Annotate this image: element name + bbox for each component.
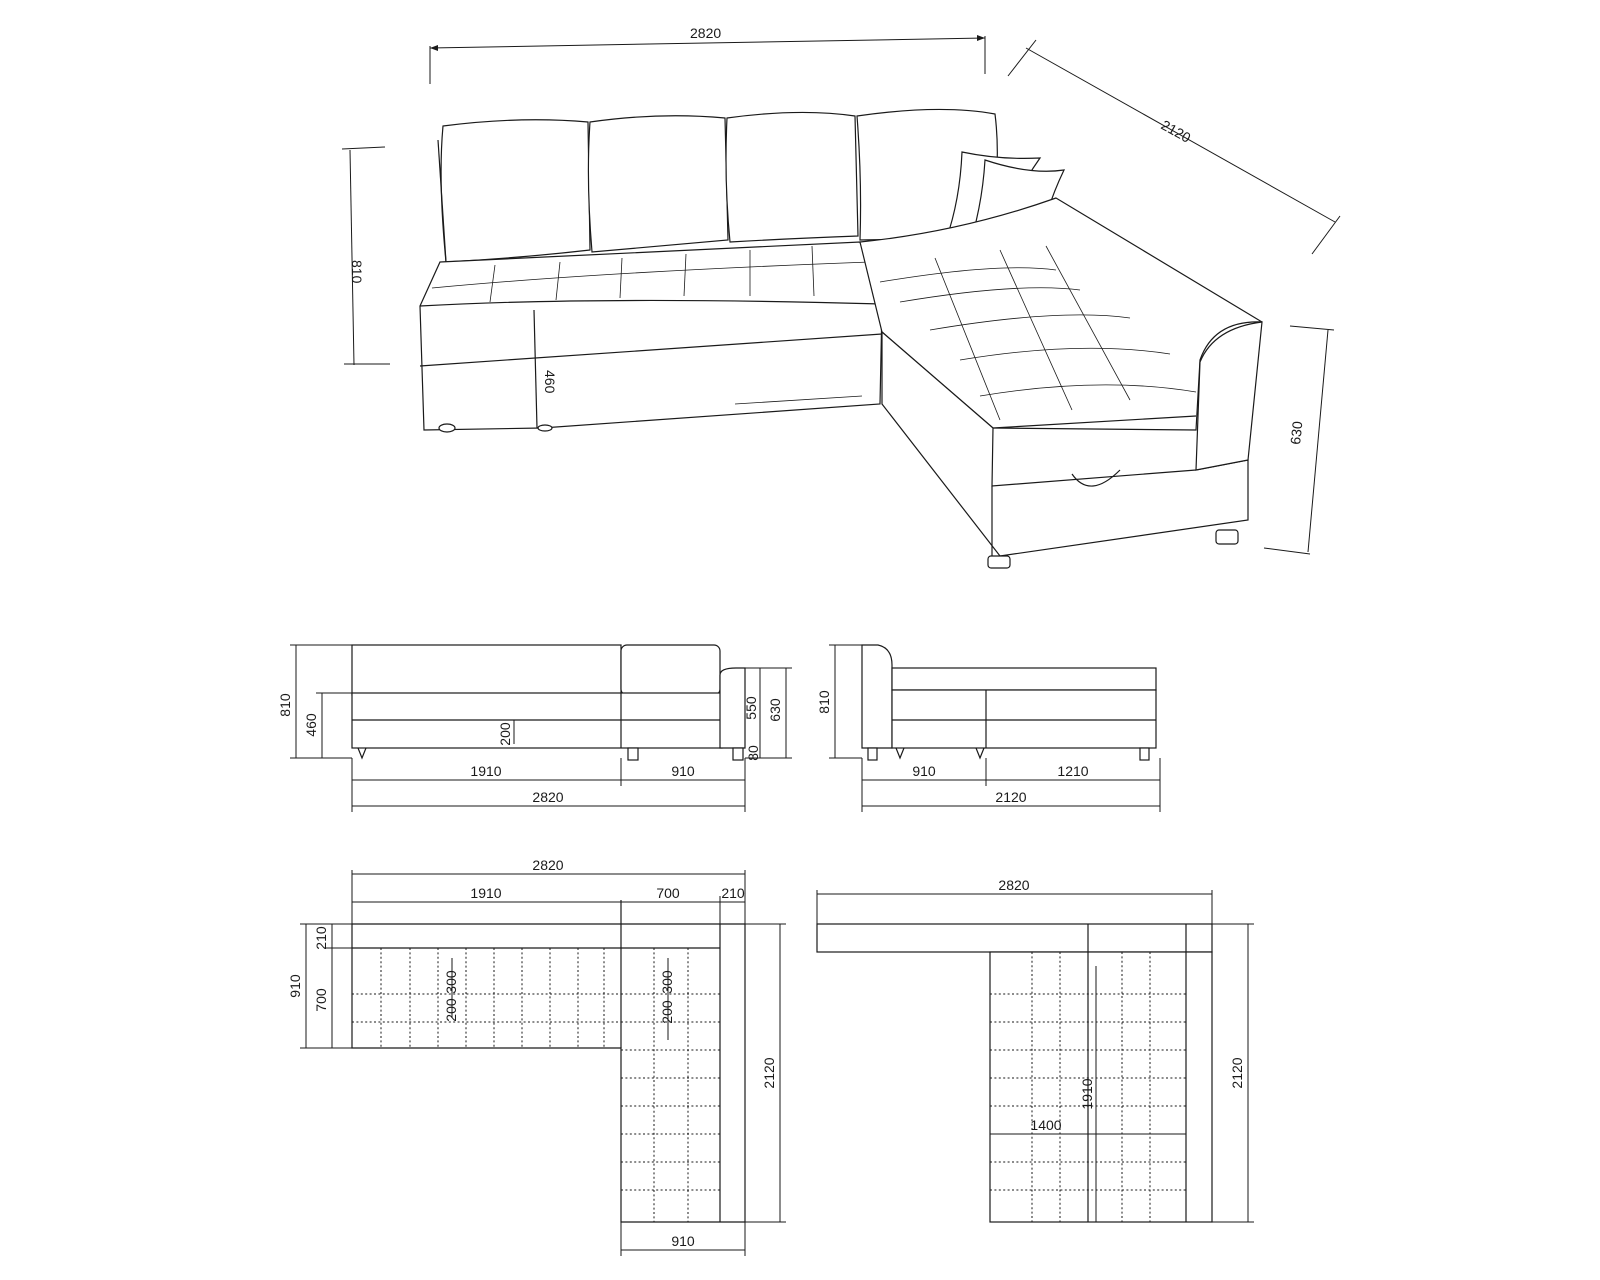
front-back-panel-1 [352, 645, 621, 695]
bed-mattress [990, 952, 1212, 1222]
top-dim-910-bottom: 910 [671, 1233, 695, 1249]
dim-label-height-810: 810 [349, 260, 365, 284]
dim-perspective-height [342, 147, 390, 365]
side-dim-1210: 1210 [1057, 763, 1089, 779]
top-dim-910: 910 [287, 974, 303, 998]
front-dim-630: 630 [767, 698, 783, 722]
top-dim-1910: 1910 [470, 885, 502, 901]
top-dim-300-left: 300 [443, 970, 459, 994]
back-cushion-1 [441, 120, 590, 262]
side-armrest [862, 645, 892, 748]
front-view [277, 645, 792, 812]
dim-perspective-height-right [1264, 326, 1334, 554]
front-dim-2820: 2820 [532, 789, 564, 805]
top-dim-2120: 2120 [761, 1057, 777, 1089]
top-dim-210: 210 [721, 885, 745, 901]
top-view [287, 857, 786, 1256]
front-dim-550: 550 [743, 696, 759, 720]
bed-dim-2120: 2120 [1229, 1057, 1245, 1089]
side-back [892, 668, 1156, 690]
bed-dim-1400: 1400 [1030, 1117, 1062, 1133]
bed-view [817, 877, 1254, 1222]
top-outline [352, 924, 745, 1222]
top-dim-700-vert: 700 [313, 988, 329, 1012]
top-dim-200-left: 200 [443, 998, 459, 1022]
side-dim-2120: 2120 [995, 789, 1027, 805]
front-dim-810: 810 [277, 693, 293, 717]
front-dim-1910: 1910 [470, 763, 502, 779]
back-cushion-2 [588, 116, 728, 252]
front-back-panel-2 [621, 645, 720, 695]
perspective-view [342, 25, 1340, 568]
top-dim-300-right: 300 [659, 970, 675, 994]
back-cushion-3 [726, 112, 858, 242]
bed-back-rail [817, 924, 1212, 952]
top-dim-700: 700 [656, 885, 680, 901]
dim-label-seat-460: 460 [542, 370, 558, 394]
top-dim-2820: 2820 [532, 857, 564, 873]
dim-perspective-width [430, 25, 985, 84]
dim-label-depth-2120: 2120 [1158, 116, 1194, 146]
front-dim-910: 910 [671, 763, 695, 779]
side-view [816, 645, 1160, 812]
dim-label-width-2820: 2820 [690, 25, 722, 41]
side-seat [892, 690, 1156, 748]
bed-dim-2820: 2820 [998, 877, 1030, 893]
top-dim-210-vert: 210 [313, 926, 329, 950]
side-dim-810: 810 [816, 690, 832, 714]
side-dim-910: 910 [912, 763, 936, 779]
front-dim-80: 80 [745, 745, 761, 761]
top-dim-200-right: 200 [659, 1000, 675, 1024]
bed-dim-1910: 1910 [1079, 1078, 1095, 1110]
front-dim-200: 200 [497, 722, 513, 746]
front-dim-460: 460 [303, 713, 319, 737]
front-armrest [720, 668, 745, 748]
dim-label-height-630: 630 [1287, 420, 1306, 446]
